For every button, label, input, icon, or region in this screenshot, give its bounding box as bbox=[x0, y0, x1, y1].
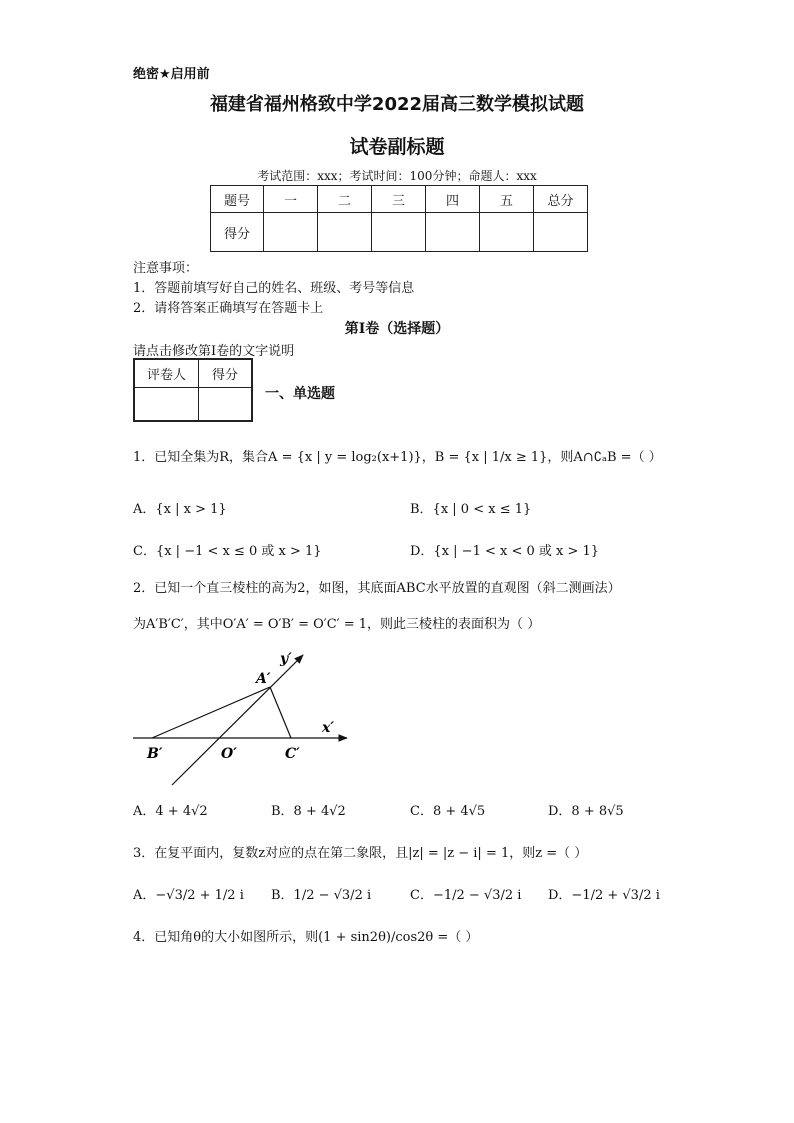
oblique-projection-figure bbox=[125, 645, 360, 790]
q1-option-d[interactable]: D．{x | −1 < x < 0 或 x > 1} bbox=[410, 544, 600, 559]
question-3-stem: 3．在复平面内，复数z对应的点在第二象限，且|z| = |z − i| = 1，则z =（ ） bbox=[133, 846, 588, 861]
score-header-cell: 五 bbox=[480, 186, 534, 213]
q2-option-d[interactable]: D．8 + 8√5 bbox=[548, 804, 624, 819]
notes-heading: 注意事项： bbox=[133, 261, 199, 276]
q1-option-b[interactable]: B．{x | 0 < x ≤ 1} bbox=[410, 502, 532, 517]
label-a: A′ bbox=[256, 671, 271, 687]
question-2-stem-line1: 2．已知一个直三棱柱的高为2，如图，其底面ABC水平放置的直观图（斜二测画法） bbox=[133, 581, 621, 596]
section-title: 一、单选题 bbox=[265, 386, 335, 402]
q3-option-a[interactable]: A．−√3/2 + 1/2 i bbox=[133, 888, 244, 903]
label-b: B′ bbox=[147, 746, 163, 762]
q2-option-b[interactable]: B．8 + 4√2 bbox=[271, 804, 346, 819]
exam-info: 考试范围：xxx；考试时间：100分钟；命题人：xxx bbox=[257, 169, 537, 183]
note-item: 1．答题前填写好自己的姓名、班级、考号等信息 bbox=[133, 281, 415, 296]
question-2-stem-line2: 为A′B′C′，其中O′A′ = O′B′ = O′C′ = 1，则此三棱柱的表面积为（ ） bbox=[133, 617, 541, 632]
label-o: O′ bbox=[221, 746, 237, 762]
score-cell[interactable] bbox=[318, 213, 372, 252]
score-cell[interactable] bbox=[426, 213, 480, 252]
q2-option-c[interactable]: C．8 + 4√5 bbox=[410, 804, 486, 819]
label-c: C′ bbox=[285, 746, 300, 762]
part-one-title: 第I卷（选择题） bbox=[344, 321, 450, 337]
score-header-cell: 三 bbox=[372, 186, 426, 213]
edge-a-b bbox=[152, 687, 270, 738]
part-one-instruction[interactable]: 请点击修改第I卷的文字说明 bbox=[133, 344, 295, 359]
edge-a-c bbox=[270, 687, 291, 738]
grader-header: 得分 bbox=[199, 359, 253, 387]
grader-table bbox=[133, 358, 253, 422]
grader-cell[interactable] bbox=[199, 387, 253, 421]
q3-option-d[interactable]: D．−1/2 + √3/2 i bbox=[548, 888, 660, 903]
label-y-axis: y′ bbox=[280, 651, 292, 667]
score-header-cell: 题号 bbox=[211, 186, 264, 213]
score-cell[interactable] bbox=[264, 213, 318, 252]
confidential-label: 绝密★启用前 bbox=[133, 67, 210, 82]
score-header-cell: 一 bbox=[264, 186, 318, 213]
score-cell[interactable] bbox=[480, 213, 534, 252]
note-item: 2．请将答案正确填写在答题卡上 bbox=[133, 301, 324, 316]
exam-title: 福建省福州格致中学2022届高三数学模拟试题 bbox=[209, 94, 585, 115]
score-row-label: 得分 bbox=[211, 213, 264, 252]
score-header-cell: 总分 bbox=[534, 186, 588, 213]
question-4-stem: 4．已知角θ的大小如图所示，则(1 + sin2θ)/cos2θ =（ ） bbox=[133, 930, 479, 945]
grader-cell[interactable] bbox=[134, 387, 199, 421]
score-header-cell: 二 bbox=[318, 186, 372, 213]
q1-option-c[interactable]: C．{x | −1 < x ≤ 0 或 x > 1} bbox=[133, 544, 322, 559]
q2-option-a[interactable]: A．4 + 4√2 bbox=[133, 804, 208, 819]
score-table bbox=[210, 185, 588, 252]
q3-option-b[interactable]: B．1/2 − √3/2 i bbox=[271, 888, 372, 903]
score-cell[interactable] bbox=[372, 213, 426, 252]
score-header-cell: 四 bbox=[426, 186, 480, 213]
exam-subtitle: 试卷副标题 bbox=[349, 136, 445, 158]
grader-header: 评卷人 bbox=[134, 359, 199, 387]
label-x-axis: x′ bbox=[322, 720, 335, 736]
q1-option-a[interactable]: A．{x | x > 1} bbox=[133, 502, 227, 517]
q3-option-c[interactable]: C．−1/2 − √3/2 i bbox=[410, 888, 522, 903]
question-1-stem: 1．已知全集为R，集合A = {x | y = log₂(x+1)}，B = {x | 1/x ≥ 1}，则A∩∁ₐB =（ ） bbox=[133, 450, 662, 465]
score-cell[interactable] bbox=[534, 213, 588, 252]
